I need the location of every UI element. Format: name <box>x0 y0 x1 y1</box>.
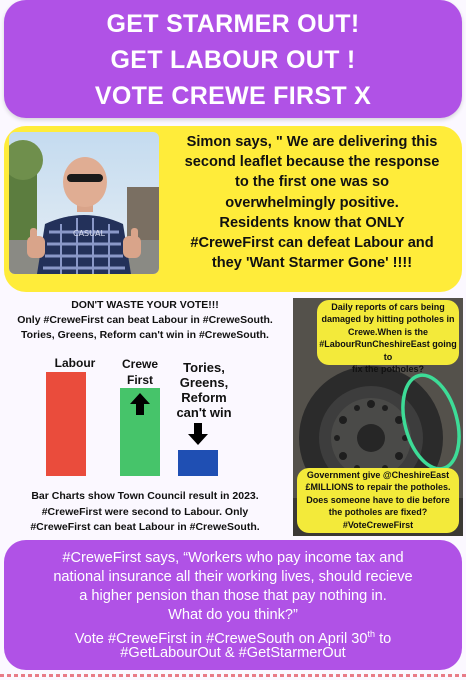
vote-text: Vote #CreweFirst in #CreweSouth on April 30 <box>74 630 368 647</box>
shirt-text: CASUAL <box>73 229 105 238</box>
quote-line: Simon says, " We are delivering this <box>186 134 438 150</box>
quote-line: they 'Want Starmer Gone' !!!! <box>211 255 413 272</box>
bottom-dashed-border <box>0 674 466 677</box>
caption-line: damaged by hitting potholes in <box>321 314 455 325</box>
chart-caption <box>0 489 290 536</box>
vote-text-end: to <box>375 630 392 647</box>
candidate-photo <box>9 132 159 274</box>
pothole-top-caption <box>317 300 459 375</box>
warning-line: Tories, Greens, Reform can't win in #CreweSouth. <box>21 329 269 341</box>
footer-line: a higher pension than those that pay nothing in. <box>79 588 387 604</box>
footer-line: #CreweFirst says, “Workers who pay income tax and <box>62 550 404 566</box>
warning-line: Only #CreweFirst can beat Labour in #CreweSouth. <box>17 314 273 326</box>
bar-label-line: Crewe <box>121 357 159 371</box>
footer-hashtags: #GetLabourOut & #GetStarmerOut <box>120 645 346 661</box>
footer-banner <box>4 540 462 670</box>
caption-line: #CreweFirst were second to Labour. Only <box>41 505 249 518</box>
footer-line: What do you think?” <box>168 607 298 623</box>
bar-labour <box>46 372 86 476</box>
caption-line: #VoteCreweFirst <box>342 519 414 530</box>
bar-others <box>178 450 218 476</box>
caption-line: Daily reports of cars being <box>331 302 445 312</box>
caption-line: Bar Charts show Town Council result in 2023. <box>31 490 259 502</box>
arrow-down-icon <box>187 422 209 446</box>
bar-label-others <box>166 360 242 420</box>
bar-label-line: Reform <box>181 390 227 405</box>
caption-line: the potholes are fixed? <box>328 507 428 518</box>
bar-chart <box>40 352 240 480</box>
header-banner <box>4 0 462 118</box>
caption-line: Does someone have to die before <box>306 494 450 505</box>
bar-label-line: Tories, <box>183 360 225 375</box>
warning-text <box>0 298 290 343</box>
quote-line: overwhelmingly positive. <box>225 194 399 211</box>
quote-line: to the first one was so <box>234 174 390 191</box>
quote-line: second leaflet because the response <box>184 154 440 171</box>
caption-line: fix the potholes? <box>352 364 424 375</box>
bar-label-line: can't win <box>176 405 232 420</box>
headline-1: GET STARMER OUT! <box>106 10 360 38</box>
bar-label-crewe-first <box>112 356 168 388</box>
footer-line: national insurance all their working lives, should recieve <box>53 569 413 585</box>
caption-line: #LabourRunCheshireEast going to <box>319 339 457 362</box>
headline-3: VOTE CREWE FIRST X <box>94 82 372 110</box>
headline-2: GET LABOUR OUT ! <box>110 46 356 74</box>
caption-line: £MILLIONS to repair the potholes. <box>305 482 451 493</box>
bar-label-labour: Labour <box>54 356 96 370</box>
quote-text <box>168 132 456 273</box>
bar-label-line: First <box>126 373 153 387</box>
quote-line: #CreweFirst can defeat Labour and <box>190 235 434 252</box>
caption-line: Government give @CheshireEast <box>306 470 450 480</box>
quote-line: Residents know that ONLY <box>219 214 405 231</box>
pothole-photo <box>293 298 463 536</box>
pothole-bottom-caption <box>297 468 459 533</box>
caption-line: #CreweFirst can beat Labour in #CreweSouth. <box>30 521 260 533</box>
bar-label-line: Greens, <box>179 375 229 390</box>
vote-sup: th <box>367 629 376 639</box>
caption-line: Crewe.When is the <box>347 326 428 337</box>
warning-line: DON'T WASTE YOUR VOTE!!! <box>71 299 219 311</box>
arrow-up-icon <box>129 392 151 416</box>
